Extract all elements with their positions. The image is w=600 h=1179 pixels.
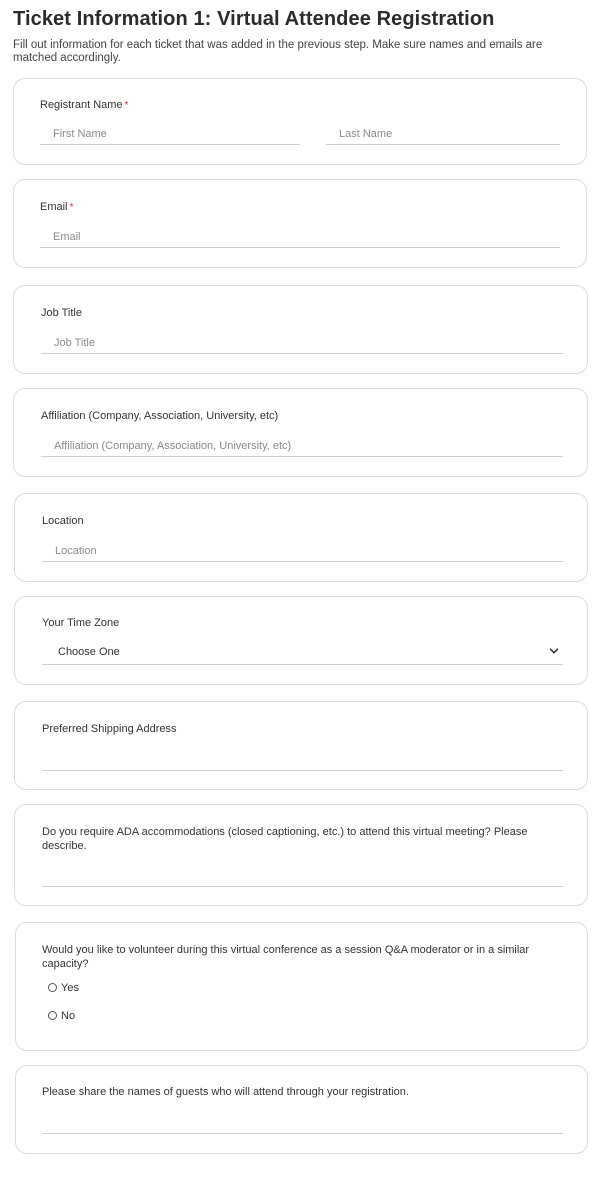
volunteer-label: Would you like to volunteer during this virtual conference as a session Q&A moderator or in a similar capacity?: [42, 944, 530, 970]
email-card: [13, 179, 587, 268]
time-zone-selected-value: Choose One: [58, 646, 120, 658]
registrant-name-label-text: Registrant Name: [40, 99, 123, 111]
ada-input[interactable]: [42, 865, 563, 887]
first-name-input[interactable]: [40, 123, 300, 145]
guests-card: [15, 1065, 588, 1154]
required-asterisk: *: [124, 100, 129, 111]
required-asterisk: *: [69, 202, 74, 213]
guests-input[interactable]: [42, 1112, 563, 1134]
affiliation-label: Affiliation (Company, Association, University, etc): [41, 410, 279, 422]
email-label: [40, 201, 73, 213]
shipping-address-input[interactable]: [42, 749, 563, 771]
shipping-address-card: [14, 701, 588, 790]
shipping-address-label: Preferred Shipping Address: [42, 723, 177, 735]
time-zone-label: Your Time Zone: [42, 617, 120, 629]
time-zone-select[interactable]: [42, 643, 563, 665]
volunteer-card: [15, 922, 588, 1051]
affiliation-card: [13, 388, 588, 477]
email-input[interactable]: [40, 226, 560, 248]
affiliation-input[interactable]: [41, 435, 563, 457]
job-title-input[interactable]: [41, 332, 563, 354]
page-description: Fill out information for each ticket that was added in the previous step. Make sure names and emails are matched accordingly.: [13, 39, 543, 64]
email-label-text: Email: [40, 201, 68, 213]
radio-circle-icon[interactable]: [48, 1011, 57, 1020]
location-label: Location: [42, 515, 84, 527]
guests-label: Please share the names of guests who will attend through your registration.: [42, 1086, 409, 1098]
registrant-name-label: [40, 99, 128, 111]
time-zone-card: [14, 596, 588, 685]
volunteer-option-yes-label: Yes: [61, 982, 79, 994]
page-title: Ticket Information 1: Virtual Attendee Registration: [13, 8, 495, 30]
location-input[interactable]: [42, 540, 563, 562]
last-name-input[interactable]: [326, 123, 560, 145]
volunteer-option-no-label: No: [61, 1010, 76, 1022]
registrant-name-card: [13, 78, 587, 165]
job-title-card: [13, 285, 588, 374]
location-card: [14, 493, 588, 582]
ada-label: Do you require ADA accommodations (closed captioning, etc.) to attend this virtual meeting? Please describe.: [42, 826, 528, 852]
ada-card: [14, 804, 588, 906]
job-title-label: Job Title: [41, 307, 82, 319]
chevron-down-icon: [549, 646, 559, 656]
radio-circle-icon[interactable]: [48, 983, 57, 992]
